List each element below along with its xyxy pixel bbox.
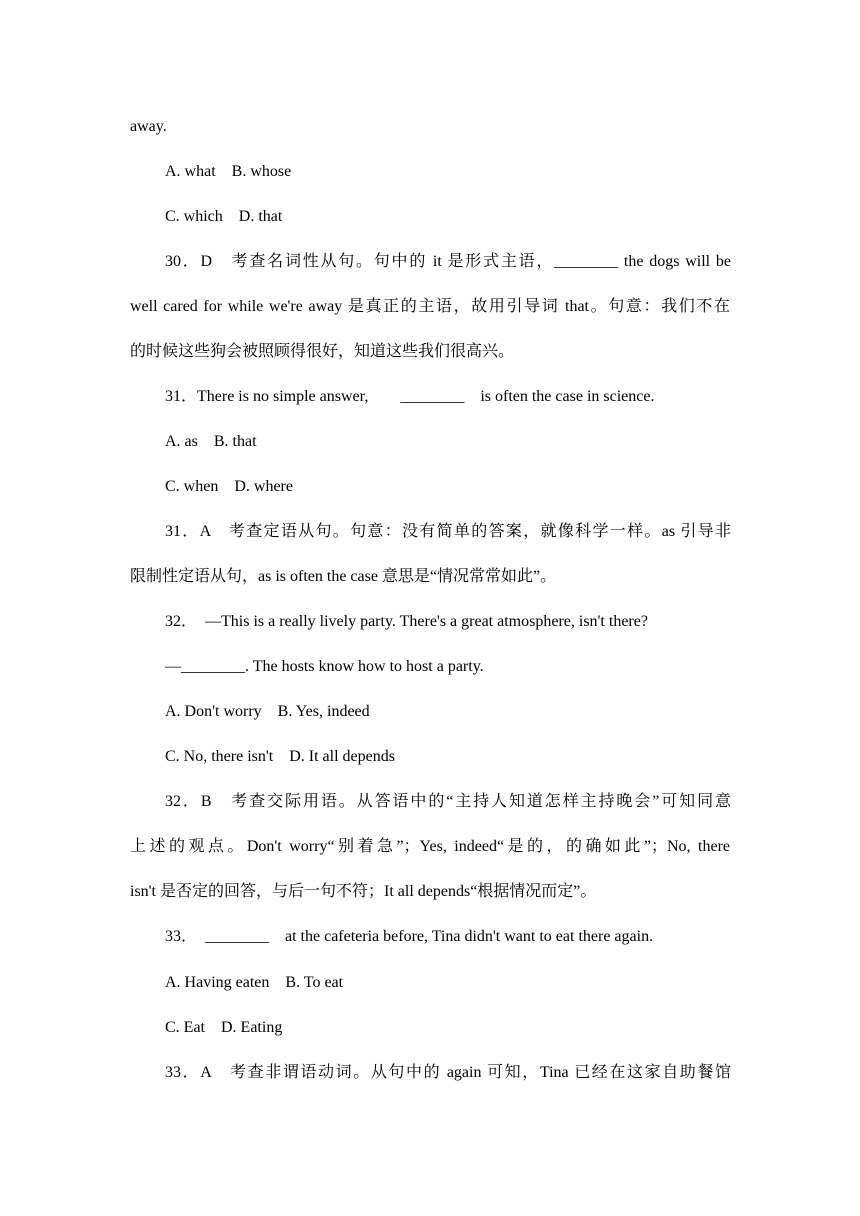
question-line: 31．There is no simple answer, ________ is often the case in science. (165, 388, 655, 405)
question-line: 33． ________ at the cafeteria before, Tina didn't want to eat there again. (165, 928, 654, 945)
option-line: A. Having eaten B. To eat (165, 974, 344, 991)
answer-line: 32．B 考查交际用语。从答语中的“主持人知道怎样主持晚会”可知同意 (165, 793, 731, 810)
option-line: C. when D. where (165, 478, 293, 495)
option-line: C. No, there isn't D. It all depends (165, 748, 395, 765)
answer-line: 31．A 考查定语从句。句意：没有简单的答案，就像科学一样。as 引导非 (165, 523, 731, 540)
answer-line: 的时候这些狗会被照顾得很好，知道这些我们很高兴。 (130, 343, 515, 360)
option-line: C. which D. that (165, 208, 283, 225)
answer-line: isn't 是否定的回答，与后一句不符；It all depends“根据情况而定”。 (130, 883, 597, 900)
option-line: A. Don't worry B. Yes, indeed (165, 703, 370, 720)
answer-line: 33．A 考查非谓语动词。从句中的 again 可知，Tina 已经在这家自助餐馆 (165, 1064, 731, 1081)
option-line: C. Eat D. Eating (165, 1019, 283, 1036)
option-line: A. what B. whose (165, 163, 292, 180)
question-line: 32． —This is a really lively party. There's a great atmosphere, isn't there? (165, 613, 648, 630)
question-line: —________. The hosts know how to host a party. (165, 658, 484, 675)
text-line: away. (130, 118, 167, 135)
answer-line: 30．D 考查名词性从句。句中的 it 是形式主语，________ the dogs will be (165, 253, 731, 270)
answer-line: 上述的观点。Don't worry“别着急”；Yes, indeed“是的，的确如此”；No, there (130, 838, 730, 855)
answer-line: 限制性定语从句，as is often the case 意思是“情况常常如此”。 (130, 568, 557, 585)
option-line: A. as B. that (165, 433, 257, 450)
answer-line: well cared for while we're away 是真正的主语，故用引导词 that。句意：我们不在 (130, 298, 730, 315)
